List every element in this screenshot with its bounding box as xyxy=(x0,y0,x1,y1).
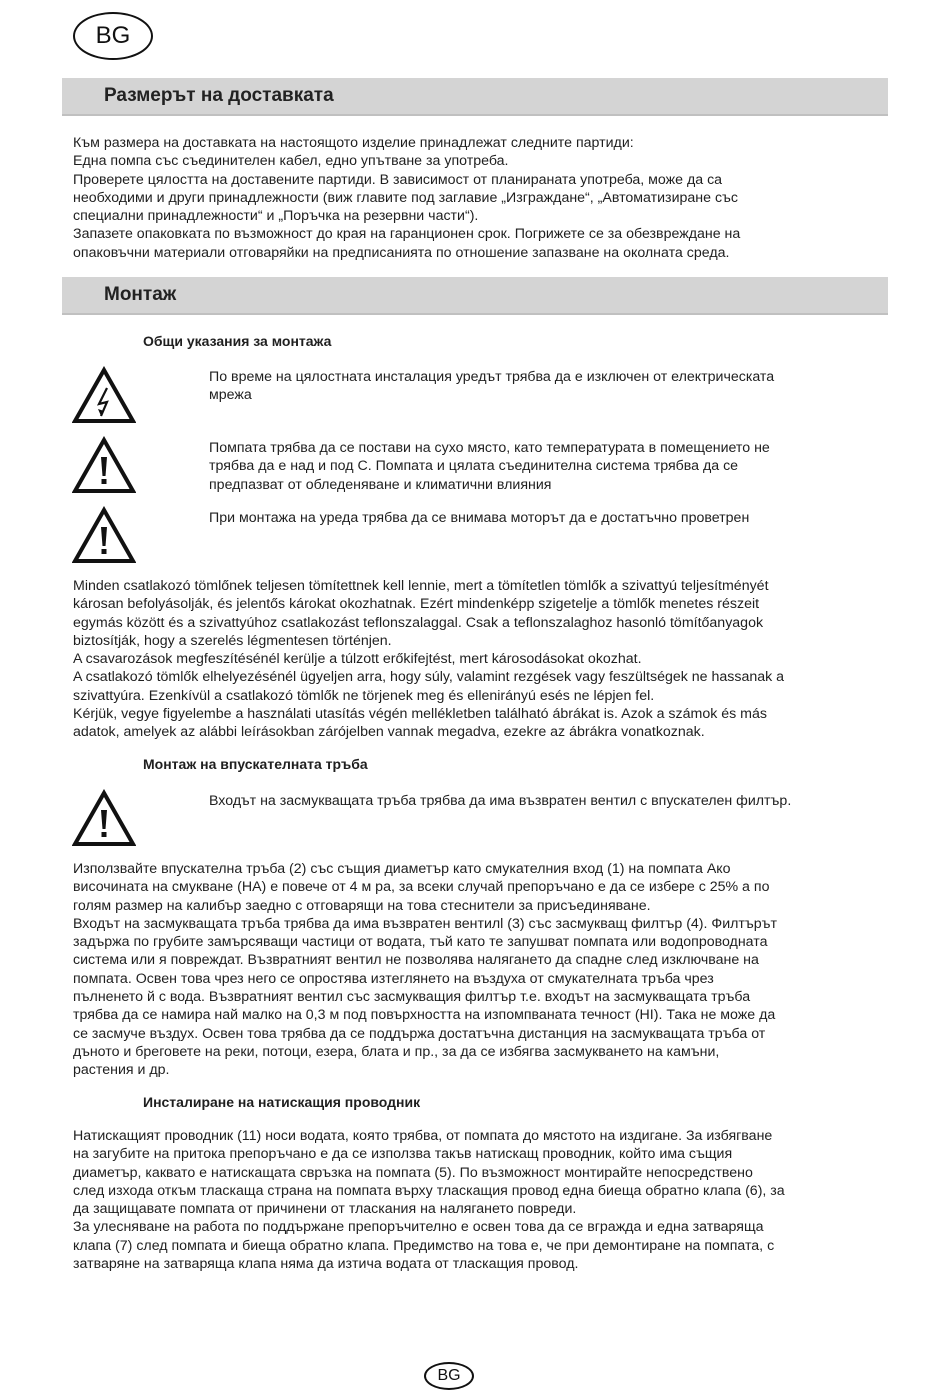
intake-pipe-text: Използвайте впускателна тръба (2) със същия диаметър като смукателния вход (1) на помпата Ако височината на смукване (НА) е повече от 4 м ра, за всеки случай препоръчано е да се избере с 25% а по голям размер на калибър заедно с отговарящи на това стеснители за присъединяване. Входът на засмукващата тръба трябва да има възвратен вентилl (3) със засмукващ филтър (4). Филтърът задържа по грубите замърсяващи частици от водата, тъй като те запушват помпата или водопроводната система или я повреждат. Възвратният вентил не позволява наляганeто да спадне след изключване на помпата. Освен това чрез него се опростява изтеглянето на въздуха от смукателната тръба чрез пълненето й с вода. Възвратният вентил със засмукващия филтър т.е. входът на засмукващата тръба трябва да се намира най малко на 0,3 м под повърхността на изпомпваната течност (HI). Така не може да се засмуче въздух. Освен това трябва да се поддържа достатъчна дистанция на засмукващата тръба от дъното и бреговете на реки, потоци, езера, блата и пр., за да се избягва засмукването на камъни, растения и др. xyxy=(73,861,778,1079)
caution-icon xyxy=(72,436,136,494)
warning-text-intake: Входът на засмукващата тръба трябва да има възвратен вентил с впускателен филтър. xyxy=(209,793,792,809)
subheading-intake-pipe: Монтаж на впускателната тръба xyxy=(143,756,368,772)
caution-icon xyxy=(72,789,136,847)
language-code: BG xyxy=(95,22,131,49)
language-badge-bottom xyxy=(424,1362,474,1390)
hose-sealing-text: Minden csatlakozó tömlőnek teljesen tömítettnek kell lennie, mert a tömítetlen tömlők a szivattyú teljesítményét károsan befolyásolják, és jelentős károkat okozhatnak. Ezért mindenképp szigetelje a tömlők menetes részeit egymás között és a szivattyúhoz csatlakozást teflonszalaggal. Csak a teflonszalaghoz hasonló tömítőanyagok biztosítják, hogy a szerelés légmentesen történjen. A csavarozások megfeszítésénél kerülje a túlzott erőkifejtést, mert károsodásokat okozhat. A csatlakozó tömlők elhelyezésénél ügyeljen arra, hogy súly, valamint rezgések vagy feszültségek ne hassanak a szivattyúra. Ezenkívül a csatlakozó tömlők ne törjenek meg és ellenirányú esés ne lépjen fel. Kérjük, vegye figyelembe a használati utasítás végén mellékletben található ábrákat is. Azok a számok és más adatok, amelyek az alábbi leírásokban zárójelben vannak megadva, ezekre az ábrákra vonatkoznak. xyxy=(73,578,785,741)
electric-hazard-icon xyxy=(72,366,136,424)
section-header-delivery xyxy=(62,78,888,116)
warning-text-location: Помпата трябва да се постави на сухо място, като температурата в помещението не трябва да е над и под С. Помпата и цялата съединителна система трябва да се предпазват от обледеняване и климатични влияния xyxy=(209,440,770,493)
warning-text-ventilation: При монтажа на уреда трябва да се внимава моторът да е достатъчно проветрен xyxy=(209,510,750,526)
section-header-mounting xyxy=(62,277,888,315)
delivery-text: Към размера на доставката на настоящото изделие принадлежат следните партиди: Една помпа със съединителен кабел, едно упътване за употреба. Проверете цялостта на доставените партиди. В зависимост от планираната употреба, може да са необходими и други принадлежности (виж главите под заглавие „Изграждане“, „Автоматизиране със специални принадлежности“ и „Поръчка на резервни части“). Запазете опаковката по възможност до края на гаранционен срок. Погрижете се за обезвреждане на опаковъчни материали отговаряйки на предписанията по отношение запазване на околната среда. xyxy=(73,135,741,261)
pressure-line-text: Натискащият проводник (11) носи водата, която трябва, от помпата до мястото на издигане. За избягване на загубите на притока препоръчано е да се използва такъв натискащ проводник, който има същия диаметър, каквато е натискащата свръзка на помпата (5). По възможност монтирайте непосредствено след изхода откъм тласкаща страна на помпата върху тласкащия провод една биеща обратно клапа (6), за да защищавате помпата от причинени от тласкания на налягането повреди. За улесняване на работа по поддържане препоръчително е освен това да се вгражда и една затваряща клапа (7) след помпата и биеща обратно клапа. Предимство на това е, че при демонтиране на помпата, с затваряне на затваряща клапа няма да изтича водата от тласкащия провод. xyxy=(73,1128,785,1273)
subheading-general-mounting: Общи указания за монтажа xyxy=(143,333,332,349)
language-badge-top xyxy=(73,12,153,60)
caution-icon xyxy=(72,506,136,564)
warning-text-power: По време на цялостната инсталация уредът трябва да е изключен от електрическата мрежа xyxy=(209,369,775,404)
language-code: BG xyxy=(437,1367,461,1384)
subheading-pressure-line: Инсталиране на натискащия проводник xyxy=(143,1094,421,1110)
section-title: Монтаж xyxy=(104,284,177,305)
section-title: Размерът на доставката xyxy=(104,85,334,106)
